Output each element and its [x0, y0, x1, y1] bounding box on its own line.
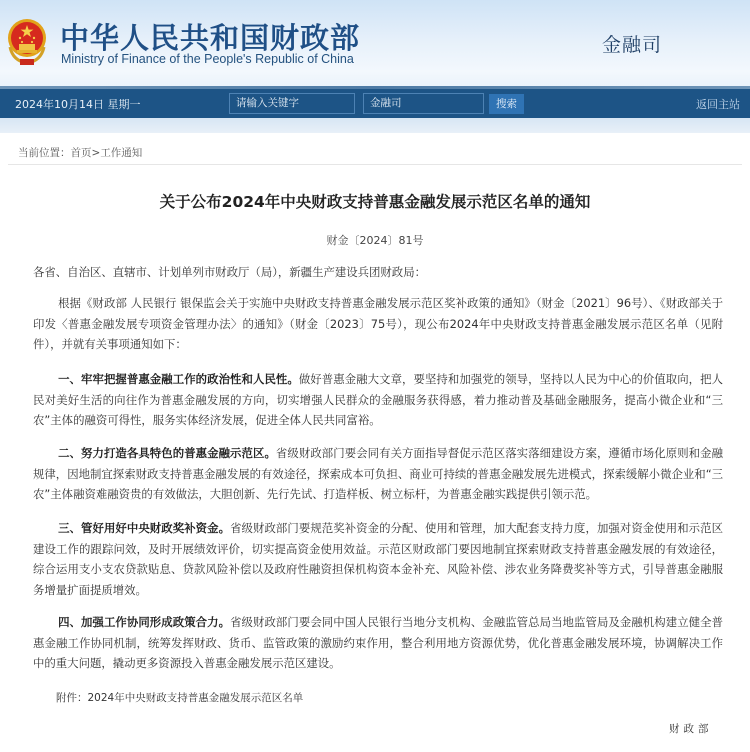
return-home-link[interactable]: 返回主站 [696, 98, 740, 111]
section-paragraph-1 [33, 369, 723, 431]
attachment-link[interactable]: 附件：2024年中央财政支持普惠金融发展示范区名单 [56, 692, 304, 704]
breadcrumb [18, 145, 142, 160]
site-title-chinese: 中华人民共和国财政部 [60, 21, 361, 55]
breadcrumb-divider [8, 164, 742, 165]
document-title: 关于公布2024年中央财政支持普惠金融发展示范区名单的通知 [159, 193, 591, 211]
section-heading-2: 二、努力打造各具特色的普惠金融示范区。 [58, 446, 276, 460]
section-heading-4: 四、加强工作协同形成政策合力。 [58, 615, 231, 629]
national-emblem-icon [5, 17, 49, 67]
issuer-signature: 财政部 [669, 723, 713, 735]
site-scope-select[interactable]: 金融司 [363, 93, 484, 114]
section-heading-3: 三、管好用好中央财政奖补资金。 [58, 521, 231, 535]
section-text-4: 省级财政部门要会同中国人民银行当地分支机构、金融监管总局当地监管局及金融机构建立健全普惠金融工作协同机制，统筹发挥财政、货币、监管政策的激励约束作用，整合利用地方资源优势，优化普惠金融发展环境，协调解决工作中的重大问题，撬动更多资源投入普惠金融发展示范区建设。 [33, 615, 723, 670]
department-name: 金融司 [602, 34, 663, 56]
section-paragraph-4 [33, 612, 723, 674]
section-text-2: 省级财政部门要会同有关方面指导督促示范区落实落细建设方案，遵循市场化原则和金融规律，因地制宜探索财政支持普惠金融发展的有效途径，探索成本可负担、商业可持续的普惠金融发展先进模式，探索缓解小微企业和“三农”主体融资难融资贵的有效做法，大胆创新、先行先试、打造样板、树立标杆，为普惠金融实践提供引领示范。 [33, 446, 723, 501]
decorative-strip [0, 118, 750, 133]
section-paragraph-2 [33, 443, 723, 505]
breadcrumb-separator: > [91, 147, 101, 159]
breadcrumb-work-notices[interactable]: 工作通知 [100, 147, 143, 159]
section-heading-1: 一、牢牢把握普惠金融工作的政治性和人民性。 [58, 372, 299, 386]
document-number: 财金〔2024〕81号 [326, 234, 424, 247]
search-button[interactable]: 搜索 [489, 94, 524, 114]
keyword-search-input[interactable]: 请输入关键字 [229, 93, 355, 114]
section-text-3: 省级财政部门要规范奖补资金的分配、使用和管理，加大配套支持力度，加强对资金使用和示范区建设工作的跟踪问效，及时开展绩效评价，切实提高资金使用效益。示范区财政部门要因地制宜探索财政支持普惠金融发展的有效途径，综合运用支小支农贷款贴息、贷款风险补偿以及政府性融资担保机构资本金补充、风险补偿、涉农业务降费奖补等方式，引导普惠金融服务增量扩面提质增效。 [33, 521, 723, 597]
current-date: 2024年10月14日 星期一 [15, 98, 141, 111]
top-navbar [0, 89, 750, 118]
breadcrumb-prefix: 当前位置： [18, 147, 71, 159]
section-text-1: 做好普惠金融大文章，要坚持和加强党的领导，坚持以人民为中心的价值取向，把人民对美好生活的向往作为普惠金融发展的方向，切实增强人民群众的金融服务获得感，着力推动普及基础金融服务，提高小微企业和“三农”主体的融资可得性，服务实体经济发展，促进全体人民共同富裕。 [33, 372, 723, 427]
breadcrumb-home[interactable]: 首页 [70, 147, 92, 159]
addressee-line: 各省、自治区、直辖市、计划单列市财政厅（局），新疆生产建设兵团财政局： [33, 265, 426, 279]
section-paragraph-3 [33, 518, 723, 600]
site-masthead [0, 0, 750, 89]
site-title-english: Ministry of Finance of the People's Republic of China [61, 52, 354, 66]
intro-paragraph: 根据《财政部 人民银行 银保监会关于实施中央财政支持普惠金融发展示范区奖补政策的通知》（财金〔2021〕96号）、《财政部关于印发〈普惠金融发展专项资金管理办法〉的通知》（财金〔2023〕75号），现公布2024年中央财政支持普惠金融发展示范区名单（见附件），并就有关事项通知如下： [33, 296, 723, 351]
